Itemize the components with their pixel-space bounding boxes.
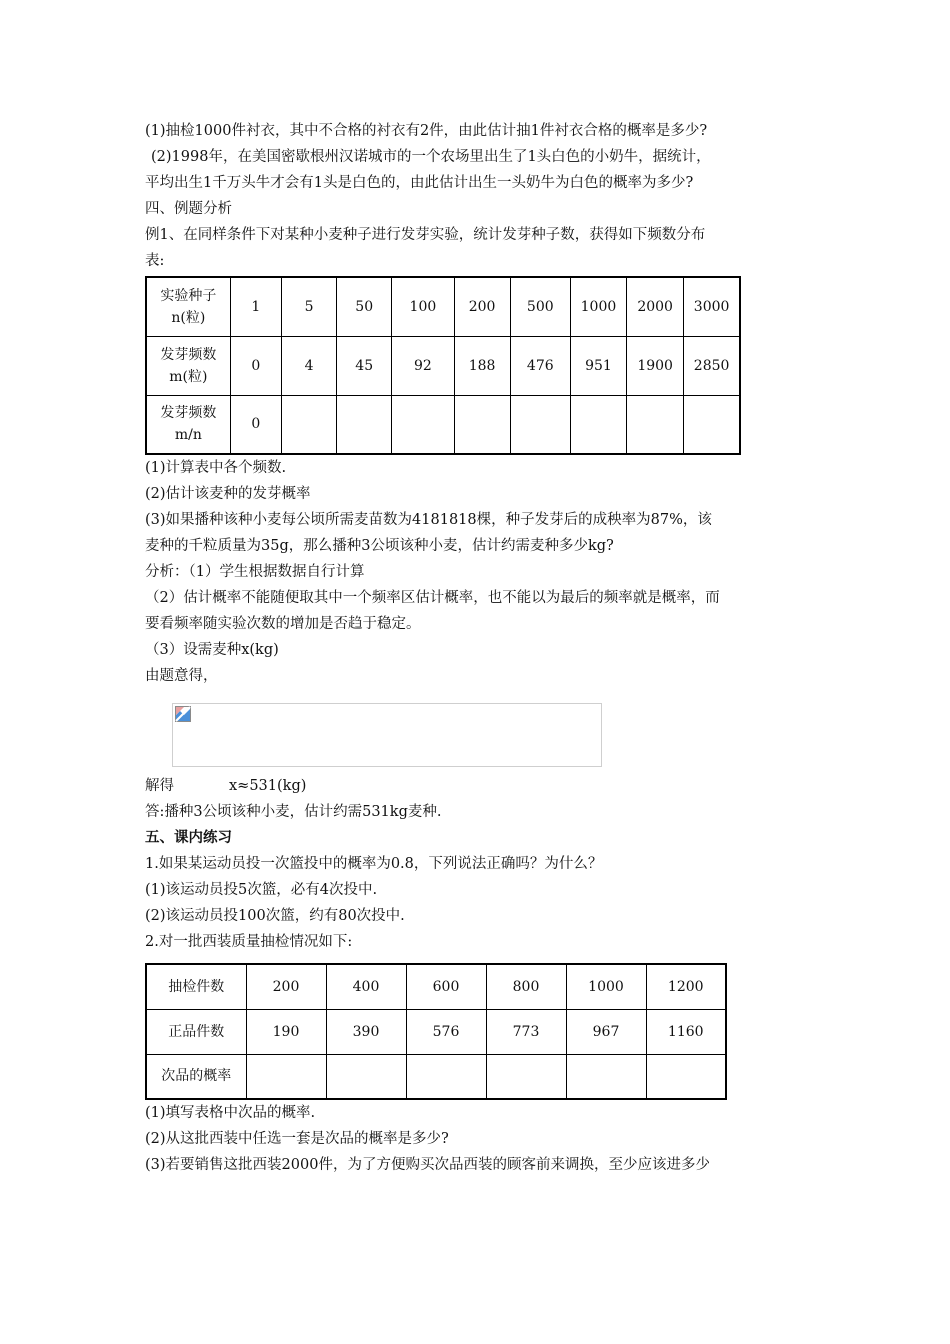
table-cell [646,1054,726,1099]
table-cell [392,395,454,454]
table-cell: 200 [454,277,510,336]
text-line: (2)从这批西装中任选一套是次品的概率是多少? [145,1131,449,1147]
table-cell [246,1054,326,1099]
table-cell: 1200 [646,964,726,1009]
table-cell: 1160 [646,1009,726,1054]
text-line: (1)计算表中各个频数. [145,460,287,476]
text-line: (1)该运动员投5次篮，必有4次投中. [145,882,378,898]
table-cell: 4 [281,336,336,395]
text-line: (3)如果播种该种小麦每公顷所需麦苗数为4181818棵，种子发芽后的成秧率为87%，该 [145,512,712,528]
text-line: (1)填写表格中次品的概率. [145,1105,316,1121]
table-cell [326,1054,406,1099]
row-header: 抽检件数 [146,964,246,1009]
table-cell: 1000 [570,277,626,336]
table-cell: 0 [230,336,281,395]
table-cell: 100 [392,277,454,336]
text-line: (2)估计该麦种的发芽概率 [145,486,311,502]
table-cell: 390 [326,1009,406,1054]
table-cell: 2000 [627,277,684,336]
table-row [146,1054,726,1099]
table-cell: 200 [246,964,326,1009]
table-cell: 1000 [566,964,646,1009]
table-cell [684,395,740,454]
row-header: 次品的概率 [146,1054,246,1099]
table-cell: 600 [406,964,486,1009]
text-line: (2)该运动员投100次篮，约有80次投中. [145,908,405,924]
table-cell: 0 [230,395,281,454]
suit-inspection-table [145,963,727,1100]
row-header: 正品件数 [146,1009,246,1054]
germination-table [145,276,741,455]
table-cell: 50 [337,277,392,336]
row-header: 发芽频数 m/n [146,395,230,454]
table-cell: 5 [281,277,336,336]
text-line: 要看频率随实验次数的增加是否趋于稳定。 [145,616,421,632]
table-row [146,277,740,336]
table-cell: 500 [510,277,570,336]
table-cell: 45 [337,336,392,395]
table-cell: 1900 [627,336,684,395]
table-cell [627,395,684,454]
text-line: (1)抽检1000件衬衣，其中不合格的衬衣有2件，由此估计抽1件衬衣合格的概率是多少? [145,123,708,139]
text-line: (3)若要销售这批西装2000件，为了方便购买次品西装的顾客前来调换，至少应该进多少 [145,1157,710,1173]
table-cell: 400 [326,964,406,1009]
broken-image-icon [175,706,191,722]
table-row [146,964,726,1009]
text-line: （3）设需麦种x(kg) [145,642,279,658]
text-line: 麦种的千粒质量为35g，那么播种3公顷该种小麦，估计约需麦种多少kg? [145,538,614,554]
table-cell: 1 [230,277,281,336]
text-line: 分析：（1）学生根据数据自行计算 [145,564,365,580]
table-row [146,395,740,454]
table-row [146,1009,726,1054]
table-cell: 476 [510,336,570,395]
table-cell: 773 [486,1009,566,1054]
section-heading: 四、例题分析 [145,201,232,217]
document-page [145,118,810,1178]
table-cell: 576 [406,1009,486,1054]
text-line: 1.如果某运动员投一次篮投中的概率为0.8，下列说法正确吗？为什么？ [145,856,603,872]
solve-value: x≈531(kg) [229,778,307,794]
solution-line [145,773,810,799]
table-cell: 2850 [684,336,740,395]
table-cell [486,1054,566,1099]
table-cell: 190 [246,1009,326,1054]
solve-label: 解得 [145,778,174,794]
table-row [146,336,740,395]
row-header: 实验种子 n(粒) [146,277,230,336]
text-line: 平均出生1千万头牛才会有1头是白色的，由此估计出生一头奶牛为白色的概率为多少? [145,175,694,191]
table-cell [570,395,626,454]
table-cell: 188 [454,336,510,395]
table-cell: 951 [570,336,626,395]
table-cell [566,1054,646,1099]
table-cell [281,395,336,454]
answer-line: 答:播种3公顷该种小麦，估计约需531kg麦种. [145,804,442,820]
table-cell: 92 [392,336,454,395]
text-line: （2）估计概率不能随便取其中一个频率区估计概率，也不能以为最后的频率就是概率，而 [145,590,720,606]
table-cell [510,395,570,454]
table-cell [406,1054,486,1099]
table-cell [454,395,510,454]
section-heading: 五、课内练习 [145,829,232,846]
text-line: 由题意得， [145,668,218,684]
text-line: 例1、在同样条件下对某种小麦种子进行发芽实验，统计发芽种子数，获得如下频数分布 [145,227,706,243]
table-cell: 3000 [684,277,740,336]
text-line: (2)1998年，在美国密歇根州汉诺城市的一个农场里出生了1头白色的小奶牛，据统计， [151,149,711,165]
row-header: 发芽频数 m(粒) [146,336,230,395]
table-cell: 800 [486,964,566,1009]
table-cell [337,395,392,454]
equation-image-placeholder [172,703,602,767]
text-line: 表: [145,253,165,269]
text-line: 2.对一批西装质量抽检情况如下: [145,934,353,950]
table-cell: 967 [566,1009,646,1054]
